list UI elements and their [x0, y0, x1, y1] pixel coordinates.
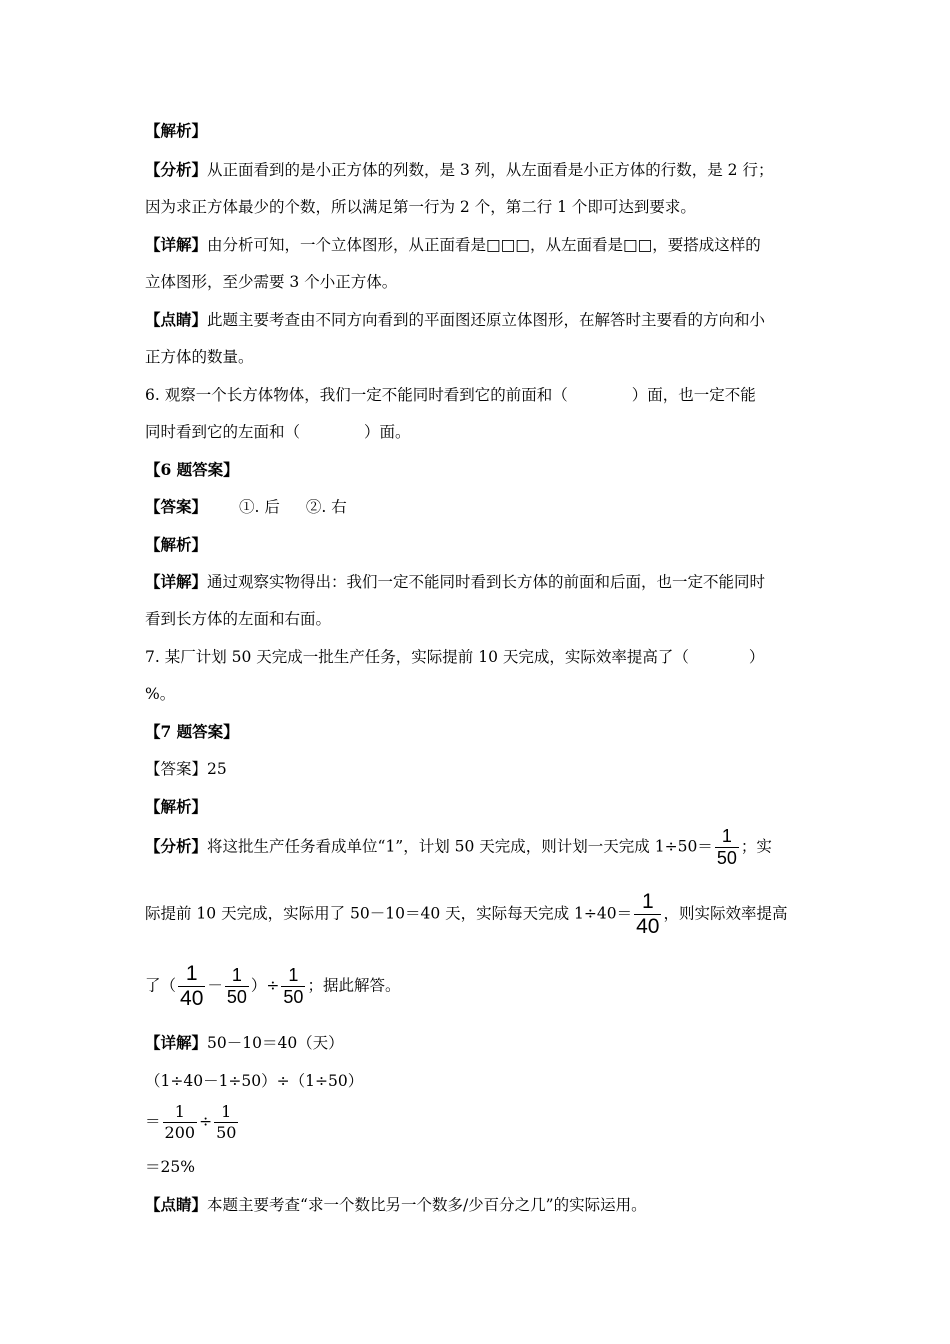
q7-fenxi-line-3 [145, 962, 400, 1011]
q7-dianjing-line [145, 1195, 647, 1215]
q6-answer-tag: 【答案】 [145, 497, 208, 516]
q7-dianjing-tag: 【点睛】 [145, 1195, 208, 1214]
q5-fenxi-line-1 [145, 160, 773, 180]
fraction-1-over-40 [634, 890, 661, 939]
q6-xiangjie-text-1: 通过观察实物得出：我们一定不能同时看到长方体的前面和后面，也一定不能同时 [207, 573, 766, 591]
q7-fenxi-text-1-end: ；实 [740, 837, 772, 856]
denominator: 50 [216, 1123, 237, 1142]
denominator: 50 [283, 987, 304, 1007]
q7-xiangjie-tag: 【详解】 [145, 1033, 208, 1052]
fraction-1-over-50 [214, 1102, 238, 1143]
q5-xiangjie-line-1 [145, 235, 761, 255]
q7-fenxi-line-2 [145, 890, 787, 939]
q6-xiangjie-tag: 【详解】 [145, 572, 208, 591]
denominator: 50 [226, 987, 247, 1007]
fraction-1-over-50 [225, 965, 249, 1008]
q7-xiangjie-line-4: ＝25% [145, 1158, 195, 1176]
division-sign: ÷ [199, 1112, 213, 1131]
q7-dianjing-text: 本题主要考查“求一个数比另一个数多/少百分之几”的实际运用。 [207, 1196, 647, 1214]
fraction-1-over-50 [281, 965, 305, 1008]
q7-xiangjie-text-1: 50－10＝40（天） [207, 1034, 344, 1052]
q7-jiexi-heading: 【解析】 [145, 797, 208, 816]
numerator: 1 [185, 962, 198, 985]
q7-xiangjie-line-2: （1÷40－1÷50）÷（1÷50） [145, 1072, 364, 1090]
q5-dianjing-line-1 [145, 310, 765, 330]
q5-xiangjie-tag: 【详解】 [145, 235, 208, 254]
numerator: 1 [221, 1102, 232, 1121]
q6-jiexi-heading: 【解析】 [145, 535, 208, 554]
q7-stem-text-1a: 7. 某厂计划 50 天完成一批生产任务，实际提前 10 天完成，实际效率提高了（ [145, 648, 689, 666]
q7-fenxi-text-3-mid: ）÷ [250, 976, 280, 995]
q7-fenxi-text-3-start: 了（ [145, 976, 177, 995]
q6-stem-text-2a: 同时看到它的左面和（ [145, 423, 301, 441]
q7-fenxi-text-2-end: ，则实际效率提高 [663, 904, 788, 923]
denominator: 40 [636, 915, 660, 938]
q6-xiangjie-line-1 [145, 572, 765, 592]
q6-answer-2: ②. 右 [305, 498, 347, 516]
q6-xiangjie-line-2: 看到长方体的左面和右面。 [145, 610, 332, 628]
q5-fenxi-text-1: 从正面看到的是小正方体的列数，是 3 列，从左面看是小正方体的行数，是 2 行； [207, 161, 774, 179]
fraction-1-over-200 [163, 1102, 198, 1143]
q6-stem-line-2 [145, 422, 411, 442]
numerator: 1 [288, 965, 299, 985]
q7-xiangjie-line-1 [145, 1033, 344, 1053]
q5-xiangjie-text-1: 由分析可知，一个立体图形，从正面看是□□□，从左面看是□□，要搭成这样的 [207, 236, 761, 254]
q5-dianjing-tag: 【点睛】 [145, 310, 208, 329]
minus-sign: － [207, 976, 223, 995]
denominator: 200 [164, 1123, 196, 1142]
q6-answer-header: 【6 题答案】 [145, 460, 239, 479]
denominator: 40 [180, 987, 204, 1010]
q6-stem-line-1 [145, 385, 756, 405]
fraction-1-over-50 [715, 826, 739, 869]
q7-xiangjie-line-3 [145, 1102, 240, 1143]
numerator: 1 [174, 1102, 185, 1121]
numerator: 1 [721, 826, 732, 846]
q7-stem-text-1b: ） [748, 648, 765, 666]
q7-fenxi-line-1 [145, 826, 772, 869]
q7-fenxi-text-2: 际提前 10 天完成，实际用了 50－10＝40 天，实际每天完成 1÷40＝ [145, 904, 633, 923]
q7-stem-line-1 [145, 647, 764, 667]
q7-fenxi-text-3-end: ；据此解答。 [307, 976, 401, 995]
q6-answer-1: ①. 后 [239, 498, 280, 516]
q7-fenxi-text-1: 将这批生产任务看成单位“1”，计划 50 天完成，则计划一天完成 1÷50＝ [207, 837, 713, 856]
q6-stem-text-1a: 6. 观察一个长方体物体，我们一定不能同时看到它的前面和（ [145, 386, 568, 404]
numerator: 1 [641, 890, 654, 913]
q7-answer-header: 【7 题答案】 [145, 722, 239, 741]
q5-fenxi-tag: 【分析】 [145, 160, 208, 179]
q5-fenxi-line-2: 因为求正方体最少的个数，所以满足第一行为 2 个，第二行 1 个即可达到要求。 [145, 198, 696, 216]
q7-fenxi-tag: 【分析】 [145, 836, 208, 856]
q7-stem-line-2: %。 [145, 685, 176, 703]
q5-dianjing-line-2: 正方体的数量。 [145, 348, 254, 366]
fraction-1-over-40 [178, 962, 205, 1011]
denominator: 50 [716, 848, 737, 868]
equals-sign: ＝ [145, 1112, 161, 1131]
q5-xiangjie-line-2: 立体图形，至少需要 3 个小正方体。 [145, 273, 398, 291]
q7-answer: 【答案】25 [145, 760, 227, 778]
q5-dianjing-text-1: 此题主要考查由不同方向看到的平面图还原立体图形，在解答时主要看的方向和小 [207, 311, 766, 329]
numerator: 1 [231, 965, 242, 985]
q6-stem-text-1b: ）面，也一定不能 [631, 386, 756, 404]
q6-answer-line [145, 497, 347, 517]
q5-jiexi-heading: 【解析】 [145, 121, 208, 140]
q6-stem-text-2b: ）面。 [364, 423, 411, 441]
